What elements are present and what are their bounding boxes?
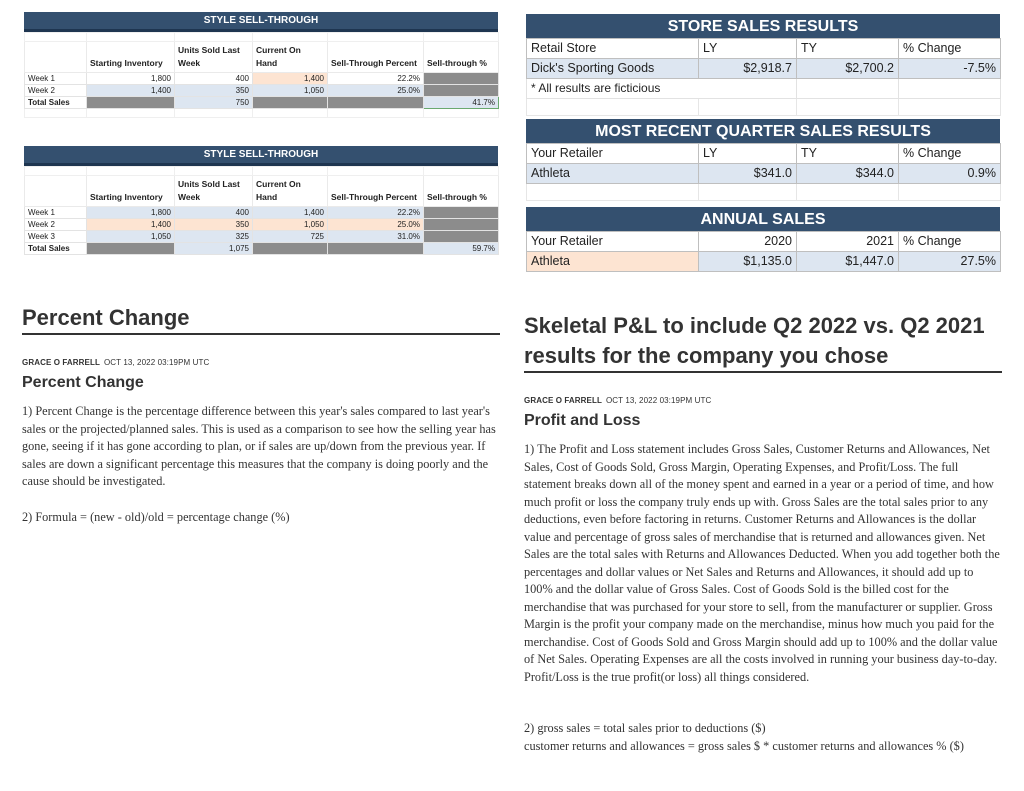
column-header: % Change <box>899 39 1001 59</box>
row-label: Week 3 <box>25 231 87 243</box>
column-header: TY <box>797 144 899 164</box>
store-sales-title: STORE SALES RESULTS <box>526 14 1000 38</box>
cell-sell-through-percent: 31.0% <box>328 231 424 243</box>
author-name: GRACE O FARRELL <box>524 396 602 405</box>
cell-retailer: Dick's Sporting Goods <box>527 59 699 79</box>
cell-total-units-sold: 1,075 <box>175 243 253 255</box>
cell-units-sold: 350 <box>175 85 253 97</box>
cell-total-units-sold: 750 <box>175 97 253 109</box>
cell-retailer: Athleta <box>527 252 699 272</box>
column-header <box>25 42 87 73</box>
store-sales-results <box>526 14 1000 116</box>
cell-change: 27.5% <box>899 252 1001 272</box>
heading-divider <box>524 371 1002 373</box>
annual-sales-results <box>526 207 1000 272</box>
table-row <box>25 231 499 243</box>
table-header-row <box>527 39 1001 59</box>
column-header: Current On Hand <box>253 42 328 73</box>
row-label: Total Sales <box>25 97 87 109</box>
cell-sell-through-percent: 25.0% <box>328 219 424 231</box>
cell-on-hand: 1,050 <box>253 219 328 231</box>
cell-ty: $2,700.2 <box>797 59 899 79</box>
total-row <box>25 97 499 109</box>
heading-divider <box>22 333 500 335</box>
cell-ty: $344.0 <box>797 164 899 184</box>
post-meta <box>524 396 711 405</box>
cell-change: 0.9% <box>899 164 1001 184</box>
sell-through-title: STYLE SELL-THROUGH <box>24 146 498 166</box>
column-header: Your Retailer <box>527 232 699 252</box>
cell-units-sold: 400 <box>175 207 253 219</box>
column-header: Sell-Through Percent <box>328 42 424 73</box>
cell-starting-inventory: 1,400 <box>87 85 175 97</box>
post-meta <box>22 358 209 367</box>
column-header: Starting Inventory <box>87 42 175 73</box>
column-header: % Change <box>899 232 1001 252</box>
cell-ly: $341.0 <box>699 164 797 184</box>
row-label: Week 2 <box>25 219 87 231</box>
cell-retailer: Athleta <box>527 164 699 184</box>
cell-starting-inventory: 1,800 <box>87 73 175 85</box>
cell-sell-through-percent: 25.0% <box>328 85 424 97</box>
post-formula: 2) gross sales = total sales prior to deductions ($) <box>524 721 766 735</box>
column-header: LY <box>699 144 797 164</box>
quarter-sales-title: MOST RECENT QUARTER SALES RESULTS <box>526 119 1000 143</box>
table-row <box>527 252 1001 272</box>
cell-ly: $2,918.7 <box>699 59 797 79</box>
cell-sell-through <box>424 207 499 219</box>
post-subheading: Profit and Loss <box>524 412 641 429</box>
post-paragraph: 1) The Profit and Loss statement includes Gross Sales, Customer Returns and Allowances, Net Sales, Cost of Goods Sold, Gross Margin, Operating Expenses, and Profit/Loss. The full statement breaks down all of the money spent and earned in a year or a period of time, and how much profit or loss the company truly ends up with. Gross Sales are the total sales prior to any deductions, even before factoring in returns. Customer Returns and Allowances is the dollar value and percentage of gross sales of merchandise that is returned and allowances given. Net Sales are the total sales with Returns and Allowances Deducted. When you add together both the percentages and dollar values or Net Sales and Returns and Allowances, it should add up to 100% and the dollar value of Gross Sales. Cost of Goods Sold is the billed cost for the merchandise that was purchased for your store to sell, from the manufacturer or supplier. Gross Margin is the profit your company made on the merchandise, minus how much you paid for the merchandise. Cost of Goods Sold and Gross Margin should add up to 100% and the dollar value of Net Sales. Operating Expenses are all the costs involved in running your business day-to-day. Profit/Loss is the true profit(or loss) all things considered. <box>524 442 1000 684</box>
column-header: Retail Store <box>527 39 699 59</box>
post-formula: 2) Formula = (new - old)/old = percentage change (%) <box>22 510 290 524</box>
post-formula: customer returns and allowances = gross sales $ * customer returns and allowances % ($) <box>524 739 964 753</box>
cell-units-sold: 325 <box>175 231 253 243</box>
cell-2021: $1,447.0 <box>797 252 899 272</box>
column-header: 2020 <box>699 232 797 252</box>
sell-through-table-2 <box>24 146 498 255</box>
column-header: Sell-through % <box>424 42 499 73</box>
cell-units-sold: 350 <box>175 219 253 231</box>
cell-total-sell-through: 41.7% <box>424 97 499 109</box>
post-date: OCT 13, 2022 03:19PM UTC <box>103 358 210 367</box>
cell-on-hand: 1,050 <box>253 85 328 97</box>
cell-on-hand: 1,400 <box>253 73 328 85</box>
cell-sell-through <box>424 219 499 231</box>
column-header: LY <box>699 39 797 59</box>
column-header: Units Sold Last Week <box>175 42 253 73</box>
cell-sell-through-percent: 22.2% <box>328 73 424 85</box>
cell-sell-through <box>424 85 499 97</box>
table-row <box>25 219 499 231</box>
column-header: Starting Inventory <box>87 176 175 207</box>
row-label: Week 1 <box>25 73 87 85</box>
column-header: % Change <box>899 144 1001 164</box>
table-row <box>25 85 499 97</box>
author-name: GRACE O FARRELL <box>22 358 100 367</box>
table-row <box>527 59 1001 79</box>
table-header-row <box>527 232 1001 252</box>
percent-change-heading: Percent Change <box>22 305 190 330</box>
column-header: TY <box>797 39 899 59</box>
cell-starting-inventory: 1,800 <box>87 207 175 219</box>
cell-sell-through <box>424 73 499 85</box>
column-header: Units Sold Last Week <box>175 176 253 207</box>
cell-change: -7.5% <box>899 59 1001 79</box>
annual-sales-title: ANNUAL SALES <box>526 207 1000 231</box>
table-header-row <box>527 144 1001 164</box>
cell-sell-through <box>424 231 499 243</box>
column-header <box>25 176 87 207</box>
cell-total-sell-through: 59.7% <box>424 243 499 255</box>
pl-heading: Skeletal P&L to include Q2 2022 vs. Q2 2021 results for the company you chose <box>524 313 985 368</box>
total-row <box>25 243 499 255</box>
column-header: Your Retailer <box>527 144 699 164</box>
column-header: Current On Hand <box>253 176 328 207</box>
column-header: Sell-through % <box>424 176 499 207</box>
sell-through-table-1 <box>24 12 498 118</box>
table-row <box>527 164 1001 184</box>
quarter-sales-results <box>526 119 1000 201</box>
cell-starting-inventory: 1,050 <box>87 231 175 243</box>
post-date: OCT 13, 2022 03:19PM UTC <box>605 396 712 405</box>
cell-2020: $1,135.0 <box>699 252 797 272</box>
cell-sell-through-percent: 22.2% <box>328 207 424 219</box>
post-paragraph: 1) Percent Change is the percentage difference between this year's sales compared to last year's sales or the projected/planned sales. This is used as a comparison to see how the selling year has gone, seeing if it has gone according to plan, or if sales are up/down from the previous year. If sales are down a significant percentage this measures that the company is doing poorly and the cause should be investigated. <box>22 404 496 488</box>
cell-units-sold: 400 <box>175 73 253 85</box>
disclaimer-note: * All results are ficticious <box>527 79 797 99</box>
table-row <box>25 207 499 219</box>
column-header: 2021 <box>797 232 899 252</box>
row-label: Week 2 <box>25 85 87 97</box>
sell-through-title: STYLE SELL-THROUGH <box>24 12 498 32</box>
cell-on-hand: 1,400 <box>253 207 328 219</box>
cell-on-hand: 725 <box>253 231 328 243</box>
column-header: Sell-Through Percent <box>328 176 424 207</box>
cell-starting-inventory: 1,400 <box>87 219 175 231</box>
row-label: Total Sales <box>25 243 87 255</box>
post-subheading: Percent Change <box>22 374 144 391</box>
table-row <box>25 73 499 85</box>
row-label: Week 1 <box>25 207 87 219</box>
